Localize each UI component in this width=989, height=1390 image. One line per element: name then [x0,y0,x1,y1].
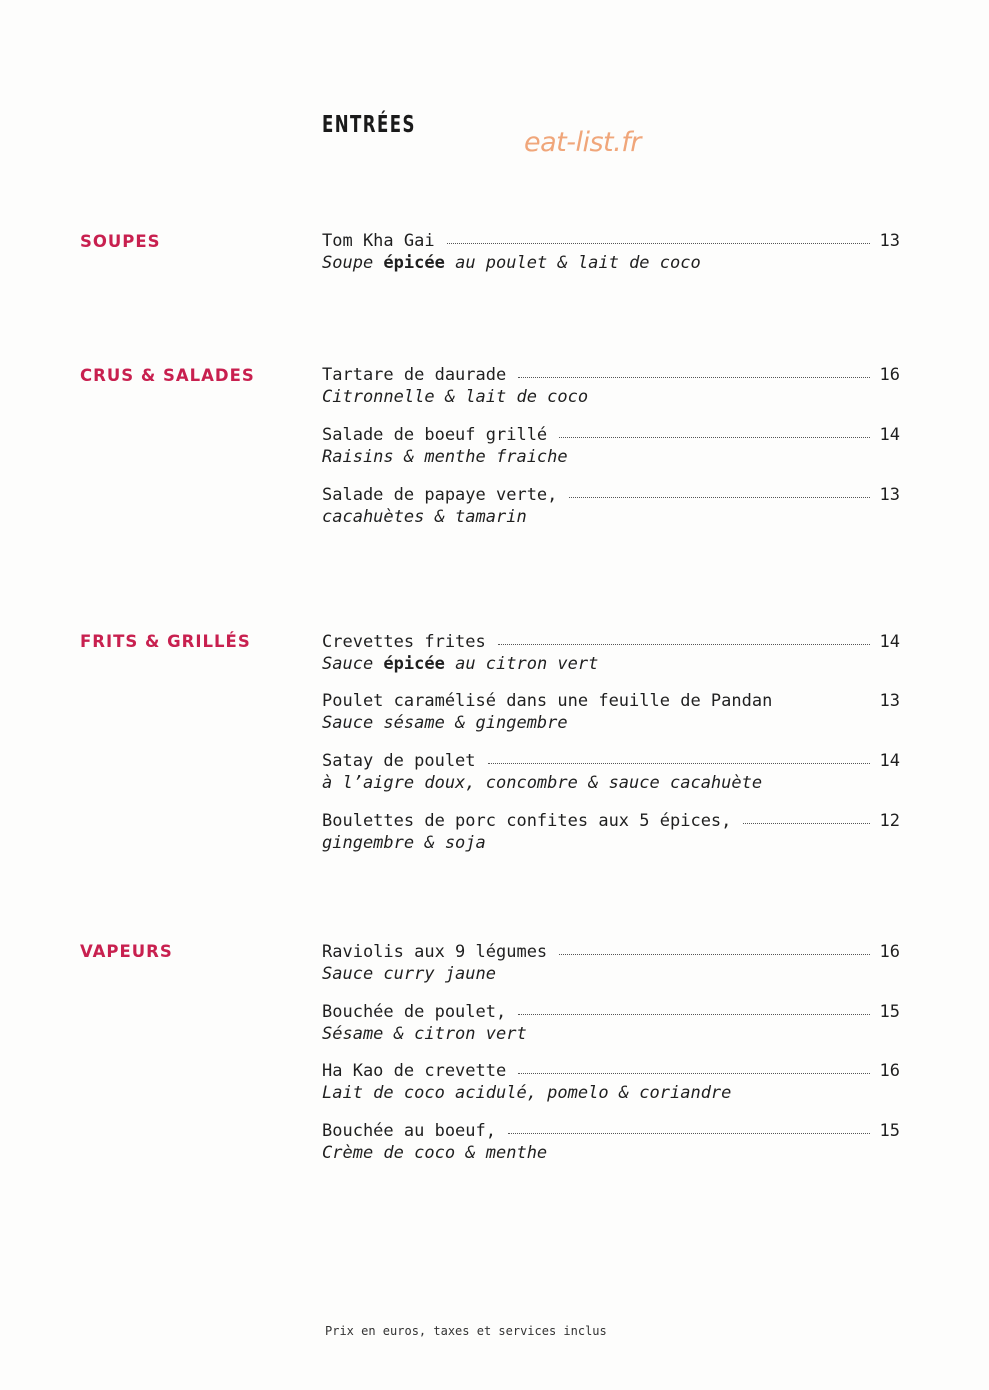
page-title: ENTRÉES [322,112,416,138]
leader-dots [498,644,870,645]
item-description [322,772,900,794]
description-text: cacahuètes & tamarin [322,507,527,527]
leader-dots [488,763,870,764]
item-name: Bouchée au boeuf, [322,1121,496,1141]
description-text: Sésame & citron vert [322,1024,527,1044]
item-name: Satay de poulet [322,751,476,771]
item-description [322,1023,900,1045]
menu-item [322,484,900,528]
item-price: 13 [879,485,900,505]
leader-dots [447,243,870,244]
leader-dots [559,437,869,438]
item-price: 16 [879,365,900,385]
menu-item [322,1060,900,1104]
description-text: Soupe [322,253,384,273]
menu-item [322,364,900,408]
leader-dots [559,954,869,955]
description-text: Crème de coco & menthe [322,1143,548,1163]
item-price: 14 [879,632,900,652]
leader-dots [743,823,869,824]
item-description [322,252,900,274]
description-text: au citron vert [444,654,599,674]
item-description [322,1082,900,1104]
item-description [322,653,900,675]
item-name: Poulet caramélisé dans une feuille de Pandan [322,691,773,711]
menu-item [322,631,900,675]
item-description [322,446,900,468]
section-label-soupes: SOUPES [80,232,161,251]
section-label-vapeurs: VAPEURS [80,942,173,961]
menu-item [322,690,900,734]
item-price: 14 [879,751,900,771]
item-price: 15 [879,1121,900,1141]
price-note: Prix en euros, taxes et services inclus [325,1324,607,1338]
item-description [322,712,900,734]
description-text: Sauce [322,654,384,674]
item-name: Crevettes frites [322,632,486,652]
item-price: 13 [879,231,900,251]
item-price: 16 [879,1061,900,1081]
menu-item [322,941,900,985]
leader-dots [508,1133,870,1134]
description-text: à l’aigre doux, concombre & sauce cacahuète [322,773,763,793]
item-name: Raviolis aux 9 légumes [322,942,548,962]
description-text: Lait de coco acidulé, pomelo & coriandre [322,1083,732,1103]
item-name: Tartare de daurade [322,365,507,385]
item-name: Boulettes de porc confites aux 5 épices, [322,811,732,831]
item-name: Ha Kao de crevette [322,1061,507,1081]
item-price: 16 [879,942,900,962]
item-price: 13 [879,691,900,711]
description-text: au poulet & lait de coco [444,253,701,273]
description-text: gingembre & soja [322,833,486,853]
description-emphasis: épicée [383,253,445,273]
item-name: Salade de papaye verte, [322,485,558,505]
menu-item [322,810,900,854]
menu-item [322,230,900,274]
description-text: Raisins & menthe fraiche [322,447,568,467]
item-price: 14 [879,425,900,445]
section-label-frits-grilles: FRITS & GRILLÉS [80,632,251,651]
menu-item [322,750,900,794]
description-emphasis: épicée [383,654,445,674]
menu-item [322,1120,900,1164]
description-text: Citronnelle & lait de coco [322,387,589,407]
item-description [322,386,900,408]
section-label-crus-salades: CRUS & SALADES [80,366,255,385]
leader-dots [518,377,869,378]
item-description [322,506,900,528]
item-name: Bouchée de poulet, [322,1002,507,1022]
item-name: Salade de boeuf grillé [322,425,548,445]
item-name: Tom Kha Gai [322,231,435,251]
description-text: Sauce curry jaune [322,964,496,984]
leader-dots [518,1073,869,1074]
item-price: 15 [879,1002,900,1022]
leader-dots [518,1014,869,1015]
item-description [322,832,900,854]
watermark: eat-list.fr [524,127,641,158]
description-text: Sauce sésame & gingembre [322,713,568,733]
leader-dots [569,497,869,498]
item-description [322,963,900,985]
item-description [322,1142,900,1164]
menu-item [322,424,900,468]
item-price: 12 [879,811,900,831]
menu-item [322,1001,900,1045]
